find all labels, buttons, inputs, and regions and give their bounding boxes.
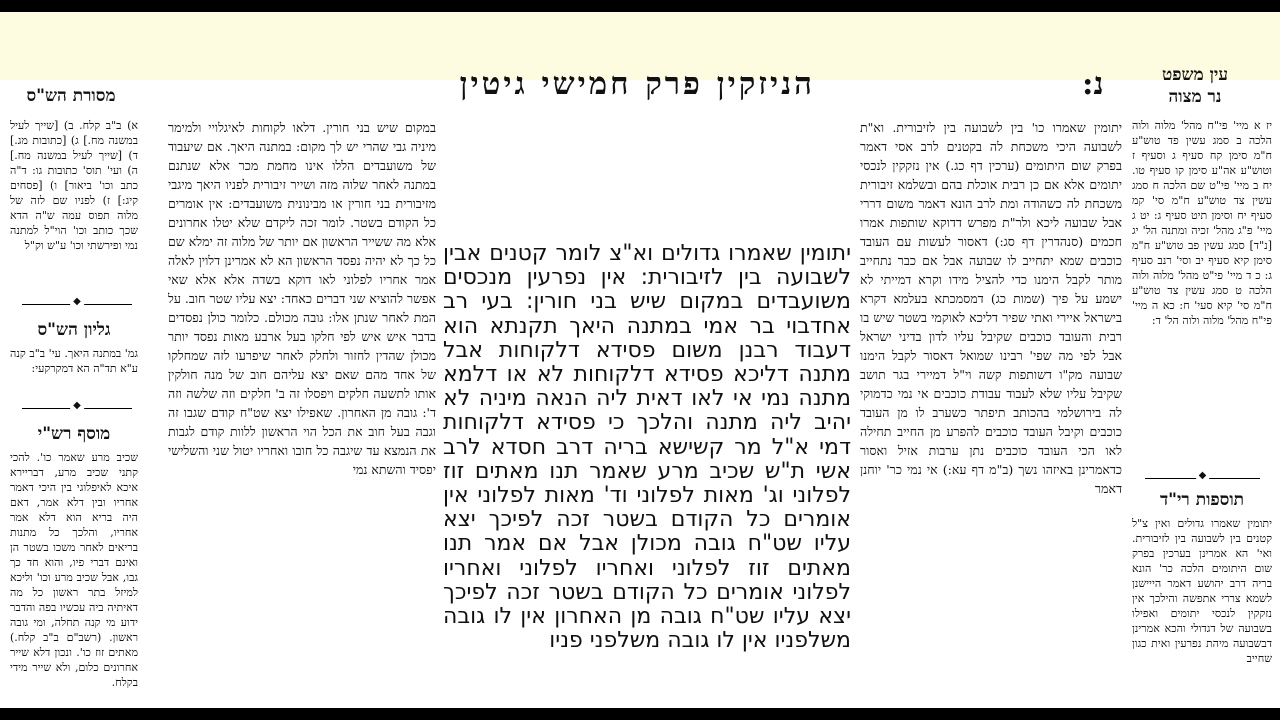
musaf-rashi-column: [10, 450, 138, 708]
divider: [22, 408, 132, 409]
rashi-column: [860, 118, 1122, 708]
tosafot-column: [168, 118, 436, 708]
rashi-text: יתומין שאמרו כו' בין לשבועה בין לזיבורית. וא"ת לשבועה היכי משכחת לה בקטנים לרב אסי דאמר בפרק שום היתומים (ערכין דף כג.) אין נזקקין לנכסי יתומים אלא אם כן רבית אוכלת בהם ובשלמא זיבורית משכחת לה כשהודה ומת לרב הונא דאמר משום דררי אבל שבועה ליכא ולר"ת מפרש דדוקא שותפות אמרו חכמים (סנהדרין דף סג:) דאסור לעשות עם העובד כוכבים שמא יתחייב לו שבועה אבל אם כבר נתחייב מותר לקבל הימנו כדי להציל מידו וקרא דמייתי לא ישמע על פיך (שמות כג) דמסמכתא בעלמא דקרא בישראל איירי ואתי שפיר דליכא לאוקמי בשטר שיש בו רבית והעובד כוכבים שקיבל עליו לדון בדיני ישראל אבל לפי מה שפי' רבינו שמואל דאסור לקבל הימנו שבועה מק"ו דשותפות קשה וי"ל דמיירי בגר תושב שקיבל עליו שלא לעבוד עבודת כוכבים אי נמי כדמוקי לה בירושלמי בהכותב תיפתר כשערב לו מן העובד כוכבים וקיבל העובד כוכבים להפרע מן החייב תחילה לאו הכי העובד כוכבים נתן ערבות אזיל ואסור כדאמרינן באיזהו נשך (ב"מ דף עא:) אי נמי כר' יוחנן דאמר: [860, 120, 1122, 496]
gilyon-heading: גליון הש"ס: [37, 320, 111, 340]
ein-mishpat-label: עין משפט: [1162, 65, 1228, 85]
bottom-black-bar: [0, 708, 1280, 720]
masoret-text: א) ב"ב קלח. ב) [שייך לעיל במשנה מח.] ג) [כתובות מג.] ד) [שייך לעיל במשנה מח.] ה) ועי' תוס' כתובות גו: ד"ה כתב וכו' ביאור] ו) [פסחים קיג:] ז) לפניו שם לזה של מלוה תפוס עמה ש"ה הדא שכך כותב וכו' הוי"ל למתנה נמי ופירשתי וכו' ע"ש וק"ל: [10, 119, 138, 252]
folio-number: נ:: [1082, 66, 1104, 102]
divider: [1145, 478, 1260, 479]
tosafot-text: במקום שיש בני חורין. דלאו לקוחות לאיגלויי ולמימר מיניה גבי שהרי יש לך מקום: במתנה היאך. אם שיעבוד של משועבדים הללו אינו מחמת מכר אלא שנתנם במתנה לאחר שלוה מזה ושייר זיבורית לפניו היאך מיגבי מזיבורית בני חורין או מבינונית משועבדים: אין אומרים כל הקודם בשטר. לומר זכה ליקדם שלא יטלו אחרונים אלא מה ששייר הראשון אם יותר של מלוה זה ימלא שם כל כך לא יהיה נפסד הראשון הא לא אמרינן דלוין לאלה אמר אחריו לפלוני לאו דוקא בשדה אלא אלא שאי אפשר להוציא שני דברים כאחד: יצא עליו שטר חוב. על המת לאחר שנתן אלו: גובה מכולם. כלומר כולן נפסדים בדבר איש איש לפי חלקו בעל ארבע מאות נפסד יותר מכולן שהדין לחזור ולחלק לאחר שיפרעו לזה שמחלקו של אחד מהם שאם יצא עליהם חוב של מנה חולקין אותו לתשעה חלקים ויפסלו זה ב' חלקים וזה שלשה וזה ד': גובה מן האחרון. שאפילו יצא שט"ח קודם שגבו זה וגבה בעל חוב את הכל הוי הראשון ללוות קודם לגבות את הנמצא עד שיגבה כל חובו ואחריו יטול שני והשלישי יפסיד והשתא נמי: [168, 120, 436, 477]
top-black-bar: [0, 0, 1280, 12]
masoret-heading: מסורת הש"ס: [26, 86, 116, 106]
gilyon-text: גמ' במתנה היאך. עי' ב"ב קנה ע"א תד"ה הא דמקרקעי:: [10, 347, 138, 375]
tosafot-rid-text: יתומין שאמרו גדולים ואין צ"ל קטנים בין לשבועה בין לזיבורית. ואי' הא אמרינן בערכין בפרק שום היתומים הלכה כר' הונא בריה דרב יהושע דאמר הייישנן לשמא צררי אתפשה והילכך אין נזקקין לנכסי יתומים ואפילו בשבועה של דגדולי והכא אמרינן דבשבועה מיהת נפרעין ואית כגון שחייב: [1132, 517, 1272, 665]
gilyon-column: [10, 346, 138, 396]
musaf-rashi-heading: מוסף רש"י: [37, 424, 111, 444]
ein-mishpat-text: יז א מיי' פי"ח מהל' מלוה ולוה הלכה ב סמג עשין פד טוש"ע ח"מ סימן קח סעיף ג וסעיף ז וטוש"ע אה"ע סימן קו סעיף טו. יח ב מיי' פי"ט שם הלכה ח סמג עשין צד טוש"ע ח"מ סי' קמ סעיף יח וסימן תיט סעיף ג: יט ג מיי' פ"ג מהל' זכיה ומתנה הל' יג [נ"ד] סמג עשין פב טוש"ע ח"מ סימן קיא סעיף יב וסי' רנב סעיף ג: כ ד מיי' פי"ט מהל' מלוה ולוה הלכה ט סמג עשין צד טוש"ע ח"מ סי' קיא סעי' ח: כא ה מיי' פי"ח מהל' מלוה ולוה הל' ד:: [1132, 119, 1272, 327]
tosafot-rid-heading: תוספות רי"ד: [1159, 490, 1245, 510]
gemara-text: יתומין שאמרו גדולים וא"צ לומר קטנים אבין לשבועה בין לזיבורית: אין נפרעין מנכסים משועבדים במקום שיש בני חורין: בעי רב אחדבוי בר אמי במתנה היאך תקנתא הוא דעבוד רבנן משום פסידא דלקוחות אבל מתנה דליכא פסידא דלקוחות לא או דלמא מתנה נמי אי לאו דאית ליה הנאה מיניה לא יהיב ליה מתנה והלכך כי פסידא דלקוחות דמי א"ל מר קשישא בריה דרב חסדא לרב אשי ת"ש שכיב מרע שאמר תנו מאתים זוז לפלוני וג' מאות לפלוני וד' מאות לפלוני אין אומרים כל הקודם בשטר זכה לפיכך יצא עליו שט"ח גובה מכולן אבל אם אמר תנו מאתים זוז לפלוני ואחריו לפלוני ואחריו לפלוני אומרים כל הקודם בשטר זכה לפיכך יצא עליו שט"ח גובה מן האחרון אין לו גובה משלפניו אין לו גובה משלפני פניו: [443, 242, 851, 654]
masoret-column: [10, 118, 138, 288]
musaf-rashi-text: שכיב מרע שאמר כו'. להכי קתני שכיב מרע, דבריירא איכא לאיפלוגי בין היכי דאמר אחריו ובין דלא אמר, דאם היה בריא הוא דלא אמר אחריו, והלכך כל מתנות בריאים לאחר משכו בשטר הן ואינם דברי פיו, והוא חד כך גבו, אבל שכיב מרע וכו' וליכא למיזל בתר ראשון כל מה דאיתיה ביה עכשיו בפה והדבר ידוע מי קנה תחלה, ומי גובה ראשון. (רשב"ם ב"ב קלח.) מאתים זוז כו'. ונכון דלא שייר אחרונים כלום, ולא שייר מידי בקלח.: [10, 451, 138, 689]
ein-mishpat-column: [1132, 118, 1272, 458]
tosafot-rid-column: [1132, 516, 1272, 708]
ner-mitzva-label: נר מצוה: [1168, 87, 1222, 107]
page-title: הניזקין פרק חמישי גיטין: [459, 66, 815, 102]
divider: [22, 304, 132, 305]
ein-mishpat-heading: [1140, 64, 1250, 108]
gemara-column: [443, 242, 851, 708]
